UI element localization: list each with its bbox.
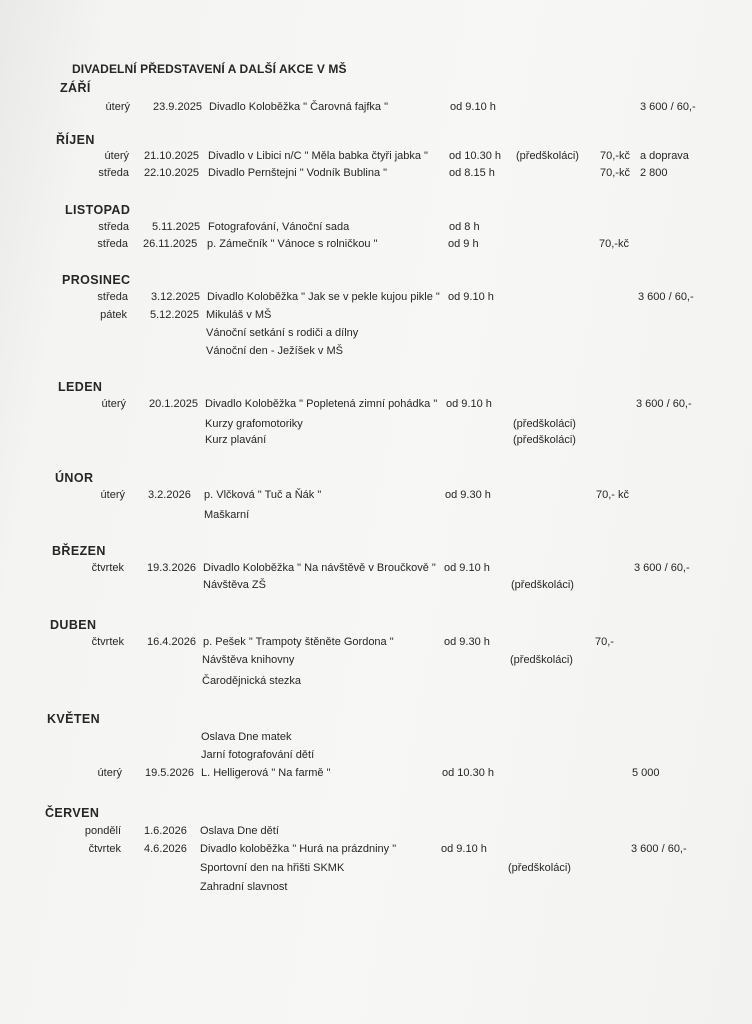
price: 70,-kč: [600, 150, 630, 162]
event-row: [0, 434, 752, 451]
event-row: [0, 345, 752, 362]
event-date: 16.4.2026: [147, 636, 196, 648]
price: 70,-kč: [599, 238, 629, 250]
event-row: [0, 291, 752, 308]
fee: 3 600 / 60,-: [634, 562, 690, 574]
event-name: p. Zámečník " Vánoce s rolničkou ": [207, 238, 378, 250]
weekday: středa: [98, 221, 129, 233]
weekday: pátek: [100, 309, 127, 321]
event-row: [0, 843, 752, 860]
event-row: [0, 418, 752, 435]
fee: 3 600 / 60,-: [636, 398, 692, 410]
event-name: Divadlo Koloběžka " Čarovná fajfka ": [209, 101, 389, 113]
event-name: Návštěva ZŠ: [203, 579, 266, 591]
event-date: 19.3.2026: [147, 562, 196, 574]
event-row: [0, 636, 752, 653]
event-date: 4.6.2026: [144, 843, 187, 855]
event-row: [0, 221, 752, 238]
event-name: Divadlo Koloběžka " Na návštěvě v Broučkově ": [203, 562, 436, 574]
event-time: od 9.10 h: [444, 562, 490, 574]
document-title: DIVADELNÍ PŘEDSTAVENÍ A DALŠÍ AKCE V MŠ: [72, 62, 347, 76]
fee: 3 600 / 60,-: [638, 291, 694, 303]
price: 70,-kč: [600, 167, 630, 179]
month-heading: ÚNOR: [55, 471, 94, 485]
event-name: Návštěva knihovny: [202, 654, 295, 666]
weekday: úterý: [97, 767, 122, 779]
event-row: [0, 101, 752, 118]
event-name: Čarodějnická stezka: [202, 675, 302, 687]
event-name: Maškarní: [204, 509, 250, 521]
audience-note: (předškoláci): [513, 434, 576, 446]
event-row: [0, 489, 752, 506]
event-date: 3.12.2025: [151, 291, 200, 303]
event-name: Oslava Dne matek: [201, 731, 292, 743]
fee: 3 600 / 60,-: [640, 101, 696, 113]
event-row: [0, 654, 752, 671]
weekday: středa: [97, 238, 128, 250]
audience-note: (předškoláci): [508, 862, 571, 874]
event-date: 5.11.2025: [152, 221, 201, 233]
event-name: Divadlo koloběžka " Hurá na prázdniny ": [200, 843, 397, 855]
weekday: úterý: [104, 150, 129, 162]
event-name: p. Vlčková " Tuč a Ňák ": [204, 489, 322, 501]
fee: 3 600 / 60,-: [631, 843, 687, 855]
month-heading: BŘEZEN: [52, 544, 106, 558]
month-heading: PROSINEC: [62, 273, 131, 287]
price-extra: 2 800: [640, 167, 668, 179]
event-date: 21.10.2025: [144, 150, 200, 162]
event-row: [0, 167, 752, 184]
event-name: Sportovní den na hřišti SKMK: [200, 862, 345, 874]
event-name: Vánoční den - Ježíšek v MŠ: [206, 345, 343, 357]
event-name: Divadlo Pernštejni " Vodník Bublina ": [208, 167, 388, 179]
month-heading: ZÁŘÍ: [60, 81, 91, 95]
audience-note: (předškoláci): [513, 418, 576, 430]
month-heading: LEDEN: [58, 380, 103, 394]
event-name: Divadlo v Libici n/C " Měla babka čtyři jabka ": [208, 150, 428, 162]
event-name: Fotografování, Vánoční sada: [208, 221, 350, 233]
event-date: 1.6.2026: [144, 825, 187, 837]
event-name: Jarní fotografování dětí: [201, 749, 315, 761]
event-row: [0, 238, 752, 255]
audience-note: (předškoláci): [516, 150, 579, 162]
event-time: od 10.30 h: [449, 150, 501, 162]
weekday: středa: [98, 167, 129, 179]
weekday: čtvrtek: [88, 843, 121, 855]
event-name: L. Helligerová " Na farmě ": [201, 767, 331, 779]
event-row: [0, 398, 752, 415]
event-date: 26.11.2025: [143, 238, 198, 250]
audience-note: (předškoláci): [510, 654, 573, 666]
weekday: středa: [97, 291, 128, 303]
event-row: [0, 150, 752, 167]
event-time: od 9.30 h: [445, 489, 491, 501]
price: 70,-: [595, 636, 614, 648]
event-row: [0, 562, 752, 579]
weekday: čtvrtek: [91, 636, 124, 648]
month-heading: ŘÍJEN: [56, 133, 95, 147]
event-name: Oslava Dne dětí: [200, 825, 279, 837]
event-row: [0, 309, 752, 326]
event-time: od 10.30 h: [442, 767, 494, 779]
month-heading: DUBEN: [50, 618, 97, 632]
weekday: čtvrtek: [91, 562, 124, 574]
event-name: Kurz plavání: [205, 434, 267, 446]
event-date: 3.2.2026: [148, 489, 191, 501]
event-date: 22.10.2025: [144, 167, 200, 179]
event-row: [0, 731, 752, 748]
event-time: od 9 h: [448, 238, 479, 250]
weekday: úterý: [100, 489, 125, 501]
event-name: Kurzy grafomotoriky: [205, 418, 303, 430]
event-row: [0, 675, 752, 692]
event-name: Zahradní slavnost: [200, 881, 288, 893]
event-row: [0, 749, 752, 766]
event-row: [0, 509, 752, 526]
event-date: 23.9.2025: [153, 101, 202, 113]
event-time: od 9.30 h: [444, 636, 490, 648]
event-time: od 8 h: [449, 221, 480, 233]
event-time: od 9.10 h: [446, 398, 492, 410]
weekday: úterý: [101, 398, 126, 410]
event-name: Vánoční setkání s rodiči a dílny: [206, 327, 359, 339]
price: 70,- kč: [596, 489, 630, 501]
event-row: [0, 825, 752, 842]
audience-note: (předškoláci): [511, 579, 574, 591]
event-time: od 9.10 h: [448, 291, 494, 303]
event-row: [0, 862, 752, 879]
event-time: od 8.15 h: [449, 167, 495, 179]
event-date: 20.1.2025: [149, 398, 198, 410]
event-name: p. Pešek " Trampoty štěněte Gordona ": [203, 636, 394, 648]
event-name: Divadlo Koloběžka " Popletená zimní pohádka ": [205, 398, 438, 410]
event-row: [0, 767, 752, 784]
fee: 5 000: [632, 767, 660, 779]
event-name: Mikuláš v MŠ: [206, 309, 272, 321]
event-date: 5.12.2025: [150, 309, 199, 321]
event-row: [0, 579, 752, 596]
event-time: od 9.10 h: [441, 843, 487, 855]
month-heading: KVĚTEN: [47, 712, 101, 726]
event-name: Divadlo Koloběžka " Jak se v pekle kujou pikle ": [207, 291, 440, 303]
event-row: [0, 327, 752, 344]
event-time: od 9.10 h: [450, 101, 496, 113]
price-extra: a doprava: [640, 150, 689, 162]
weekday: úterý: [105, 101, 130, 113]
event-date: 19.5.2026: [145, 767, 194, 779]
event-row: [0, 881, 752, 898]
month-heading: ČERVEN: [45, 806, 100, 820]
month-heading: LISTOPAD: [65, 203, 131, 217]
weekday: pondělí: [84, 825, 121, 837]
